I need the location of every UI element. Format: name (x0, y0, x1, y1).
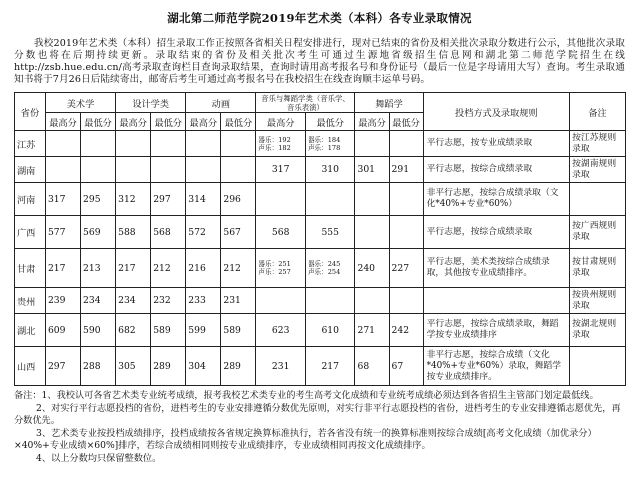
rule-cell: 平行志愿，美术类按综合成绩录取，其他按专业成绩排序。 (423, 249, 570, 288)
group-header-animation: 动画 (186, 93, 256, 113)
score-cell: 610 (305, 314, 355, 347)
table-row (15, 157, 626, 183)
score-subline: 器乐：184 (307, 135, 341, 144)
min-score-header: 最低分 (305, 113, 355, 131)
note-cell (570, 183, 626, 216)
note-cell: 按湖北规则录取 (570, 314, 626, 347)
score-cell: 212 (221, 249, 256, 288)
score-cell (305, 288, 355, 314)
score-cell (389, 216, 423, 249)
admission-table (14, 92, 626, 386)
score-subline: 器乐：251 (258, 260, 291, 268)
score-cell (389, 131, 423, 157)
score-cell (256, 131, 306, 157)
score-cell: 682 (116, 314, 151, 347)
score-cell (305, 183, 355, 216)
score-cell: 301 (355, 157, 389, 183)
table-row (15, 249, 626, 288)
score-cell: 233 (186, 288, 221, 314)
score-cell: 609 (45, 314, 80, 347)
score-cell: 232 (151, 288, 186, 314)
note-cell: 按甘肃规则录取 (570, 249, 626, 288)
score-cell: 289 (151, 347, 186, 386)
score-cell: 231 (221, 288, 256, 314)
score-cell: 555 (305, 216, 355, 249)
max-score-header: 最高分 (45, 113, 80, 131)
score-cell: 217 (305, 347, 355, 386)
score-subline: 声乐：182 (258, 143, 291, 152)
group-header-music: 音乐与舞蹈学类（音乐学、音乐表演） (256, 93, 355, 113)
score-cell: 216 (186, 249, 221, 288)
note-cell (570, 347, 626, 386)
score-cell (116, 131, 151, 157)
min-score-header: 最低分 (389, 113, 423, 131)
score-cell: 231 (256, 347, 306, 386)
score-cell: 296 (221, 183, 256, 216)
score-cell: 288 (81, 347, 116, 386)
score-cell (45, 131, 80, 157)
group-header-fine-arts: 美术学 (45, 93, 115, 113)
note-cell: 按广西规则录取 (570, 216, 626, 249)
score-cell: 212 (151, 249, 186, 288)
score-cell: 599 (186, 314, 221, 347)
note-header: 备注 (570, 93, 626, 131)
score-cell: 234 (81, 288, 116, 314)
note-cell: 按湖南规则录取 (570, 157, 626, 183)
rule-cell: 平行志愿，按综合成绩录取 (423, 157, 570, 183)
score-cell: 568 (256, 216, 306, 249)
note-line: 4、以上分数均只保留整数位。 (36, 452, 162, 464)
score-cell (305, 131, 355, 157)
province-cell: 湖北 (15, 314, 46, 347)
score-cell: 217 (116, 249, 151, 288)
rule-cell: 非平行志愿，按综合成绩录取（文化*40%+专业*60%） (423, 183, 570, 216)
score-cell (355, 216, 389, 249)
group-header-dance: 舞蹈学 (355, 93, 423, 113)
score-cell: 295 (81, 183, 116, 216)
score-cell: 577 (45, 216, 80, 249)
score-cell: 317 (45, 183, 80, 216)
max-score-header: 最高分 (256, 113, 306, 131)
score-subline: 声乐：254 (307, 268, 341, 276)
score-cell: 217 (45, 249, 80, 288)
table-row (15, 216, 626, 249)
score-cell (81, 157, 116, 183)
group-header-design: 设计学类 (116, 93, 186, 113)
province-cell: 山西 (15, 347, 46, 386)
score-cell (305, 249, 355, 288)
score-cell (256, 288, 306, 314)
score-cell: 271 (355, 314, 389, 347)
score-cell (186, 131, 221, 157)
score-cell: 305 (116, 347, 151, 386)
score-cell: 213 (81, 249, 116, 288)
table-row (15, 131, 626, 157)
rule-header: 投档方式及录取规则 (423, 93, 570, 131)
score-cell (355, 288, 389, 314)
score-cell: 67 (389, 347, 423, 386)
table-row (15, 183, 626, 216)
score-cell (116, 157, 151, 183)
score-subline: 器乐：192 (258, 135, 291, 144)
score-cell (256, 183, 306, 216)
note-cell: 按贵州规则录取 (570, 288, 626, 314)
score-cell: 304 (186, 347, 221, 386)
score-cell: 310 (305, 157, 355, 183)
notes-section (14, 390, 625, 465)
rule-cell: 平行志愿，按综合成绩录取，舞蹈学按专业成绩排序 (423, 314, 570, 347)
score-cell (186, 157, 221, 183)
table-row (15, 347, 626, 386)
score-cell: 572 (186, 216, 221, 249)
score-cell: 567 (221, 216, 256, 249)
score-cell: 588 (116, 216, 151, 249)
score-cell (151, 157, 186, 183)
rule-cell: 平行志愿，按综合成绩录取 (423, 216, 570, 249)
score-cell (355, 183, 389, 216)
score-subline: 器乐：245 (307, 260, 341, 268)
rule-cell: 非平行志愿，按综合成绩（文化*40%+专业*60%）录取，舞蹈学按专业成绩排序。 (423, 347, 570, 386)
table-row (15, 288, 626, 314)
score-cell: 569 (81, 216, 116, 249)
score-cell: 589 (151, 314, 186, 347)
score-cell (81, 131, 116, 157)
score-subline: 声乐：257 (258, 268, 291, 276)
score-cell (151, 131, 186, 157)
page-title: 湖北第二师范学院2019年艺术类（本科）各专业录取情况 (167, 11, 472, 25)
note-cell: 按江苏规则录取 (570, 131, 626, 157)
min-score-header: 最低分 (151, 113, 186, 131)
score-cell: 239 (45, 288, 80, 314)
province-cell: 贵州 (15, 288, 46, 314)
score-cell: 242 (389, 314, 423, 347)
min-score-header: 最低分 (221, 113, 256, 131)
province-header: 省份 (15, 93, 46, 131)
max-score-header: 最高分 (186, 113, 221, 131)
score-cell (45, 157, 80, 183)
score-cell (221, 157, 256, 183)
table-body (15, 131, 626, 386)
intro-paragraph: 我校2019年艺术类（本科）招生录取工作正按照各省相关日程安排进行，现对已结束的省份及相关批次录取分数进行公示，其他批次录取分数也将在后期持续更新。录取结束的省份及相关批次考生可通过生源地省级招生信息网和湖北第二师范学院招生在线http://zsb.hue.edu.cn/高考录取查询栏目查询录取结果，查询时请用高考报名号和身份证号（最后一位是字母请用大写）查询。考生录取通知书将于7月26日后陆续寄出，邮寄后考生可通过高考报名号在我校招生在线查询顺丰运单号码。 (14, 38, 625, 85)
note-line: 2、对实行平行志愿投档的省份，进档考生的专业安排遵循分数优先原则，对实行非平行志愿投档的省份，进档考生的专业安排遵循志愿优先，再分数优先。 (14, 402, 621, 426)
score-cell: 314 (186, 183, 221, 216)
score-cell: 623 (256, 314, 306, 347)
score-cell (389, 183, 423, 216)
score-cell: 589 (221, 314, 256, 347)
score-cell: 297 (45, 347, 80, 386)
province-cell: 广西 (15, 216, 46, 249)
score-cell: 297 (151, 183, 186, 216)
score-cell (389, 288, 423, 314)
note-line: 3、艺术类专业按投档成绩排序，投档成绩按各省规定换算标准执行，若各省没有统一的换算标准则按综合成绩[高考文化成绩（加优录分）×40%+专业成绩×60%]排序，若综合成绩相同则按专业成绩排序，专业成绩相同再按文化成绩排序。 (14, 427, 597, 451)
score-cell (256, 249, 306, 288)
score-cell: 590 (81, 314, 116, 347)
score-cell: 312 (116, 183, 151, 216)
score-cell: 289 (221, 347, 256, 386)
score-cell: 317 (256, 157, 306, 183)
score-cell: 291 (389, 157, 423, 183)
min-score-header: 最低分 (81, 113, 116, 131)
score-cell: 568 (151, 216, 186, 249)
rule-cell (423, 288, 570, 314)
province-cell: 江苏 (15, 131, 46, 157)
rule-cell: 平行志愿，按专业成绩录取 (423, 131, 570, 157)
score-cell (221, 131, 256, 157)
score-cell: 234 (116, 288, 151, 314)
max-score-header: 最高分 (116, 113, 151, 131)
score-cell (355, 131, 389, 157)
max-score-header: 最高分 (355, 113, 389, 131)
score-cell: 227 (389, 249, 423, 288)
province-cell: 甘肃 (15, 249, 46, 288)
table-row (15, 314, 626, 347)
score-subline: 声乐：178 (307, 143, 341, 152)
score-cell: 240 (355, 249, 389, 288)
province-cell: 河南 (15, 183, 46, 216)
score-cell: 68 (355, 347, 389, 386)
note-line: 备注：1、我校认可各省艺术类专业统考成绩，报考我校艺术类专业的考生高考文化成绩和专业统考成绩必须达到各省招生主管部门划定最低线。 (14, 390, 599, 401)
province-cell: 湖南 (15, 157, 46, 183)
